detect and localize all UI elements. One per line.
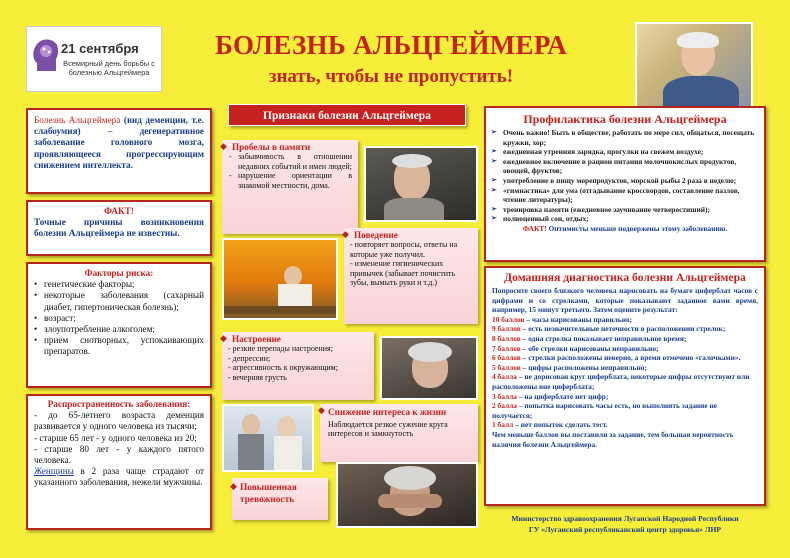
score-row: 8 баллов – одна стрелка показывает неправильное время; <box>492 333 687 343</box>
list-item: ➢ ежедневное включение в рацион питания молочнокислых продуктов, овощей, фруктов; <box>492 157 758 176</box>
behavior-item: - изменение гигиенических привычек (забывает почистить зубы, вымыть руки и т.д.) <box>350 259 456 288</box>
couple-care-photo <box>222 404 314 472</box>
score-row: 6 баллов – стрелки расположены неверно, а время отмечено «галочками». <box>492 353 741 363</box>
list-item: ➢ «гимнастика» для ума (отгадывание кроссвордов, составление пазлов, чтение литературы); <box>492 186 758 205</box>
score-row: 10 баллов – часы нарисованы правильно; <box>492 314 633 324</box>
diamond-icon: ◆ <box>220 333 227 343</box>
score-row: 3 балла – на циферблате нет цифр; <box>492 391 609 401</box>
prevalence-women: Женщины в 2 раза чаще страдают от указанного заболевания, нежели мужчины. <box>34 466 204 488</box>
home-test-title: Домашняя диагностика болезни Альцгеймера <box>504 271 746 284</box>
behavior-card <box>344 228 478 324</box>
list-item: • некоторые заболевания (сахарный диабет, гипертоническая болезнь); <box>34 290 204 312</box>
mood-item: - депрессии; <box>228 353 271 363</box>
date-text: 21 сентября <box>61 41 139 56</box>
distressed-woman-photo <box>336 462 478 528</box>
fact-card <box>26 200 212 256</box>
mood-item: - вечерняя грусть <box>228 372 287 382</box>
memory-gaps-title: Пробелы в памяти <box>232 142 311 152</box>
mood-card <box>222 332 374 400</box>
list-item: ➢ ежедневная утренняя зарядка, прогулки на свежем воздухе; <box>492 147 758 157</box>
definition-term: Болезнь Альцгеймера <box>34 115 121 125</box>
risk-factors-list <box>34 279 204 357</box>
diamond-icon: ◆ <box>230 481 237 491</box>
definition-text: (вид деменции, т.е. слабоумия) – дегенеративное заболевание головного мозга, проявляющееся прогрессирующим снижением интеллекта. <box>34 115 204 170</box>
prevalence-title: Распространенность заболевания: <box>47 399 191 409</box>
score-row: 1 балл – нет попыток сделать тест. <box>492 420 608 430</box>
diamond-icon: ◆ <box>318 405 325 415</box>
sad-woman-photo <box>380 336 478 400</box>
old-man-cane-photo <box>364 146 478 222</box>
couple-bench-photo <box>222 238 338 320</box>
list-item: ➢ употребление в пищу морепродуктов, морской рыбы 2 раза в неделю; <box>492 176 758 186</box>
risk-factors-title: Факторы риска: <box>84 268 154 278</box>
prevention-card <box>484 106 766 262</box>
head-silhouette-icon <box>31 37 59 73</box>
score-row: 2 балла – попытка нарисовать часы есть, но выполнить задание не получается; <box>492 401 718 420</box>
home-test-card <box>484 266 766 506</box>
signs-banner: Признаки болезни Альцгеймера <box>228 104 466 126</box>
score-row: 9 баллов – есть незначительные неточности в расположении стрелок; <box>492 324 726 334</box>
prevalence-item: - до 65-летнего возраста деменция развивается у одного человека из тысячи; <box>34 410 204 432</box>
prevalence-item: - старше 80 лет - у каждого пятого человека. <box>34 443 204 466</box>
score-row: 4 балла – не дорисован круг циферблата, некоторые цифры отсутствуют или расположены вне циферблата; <box>492 372 750 391</box>
diamond-icon: ◆ <box>342 229 349 239</box>
home-test-outro: Чем меньше баллов вы поставили за задание, тем большая вероятность наличия болезни Альцгеймера. <box>492 429 734 449</box>
list-item: • прием снотворных, успокаивающих препаратов. <box>34 335 204 357</box>
list-item: - нарушение ориентации в знакомой местности, дома. <box>228 171 352 190</box>
list-item: • возраст; <box>34 313 204 324</box>
page-subtitle: знать, чтобы не пропустить! <box>268 66 514 87</box>
date-badge <box>26 26 162 92</box>
behavior-item: - повторяет вопросы, ответы на которые уже получил. <box>350 240 458 259</box>
interest-title: Снижение интереса к жизни <box>328 407 447 417</box>
anxiety-card <box>232 478 328 520</box>
interest-text: Наблюдается резкое сужение круга интересов и замкнутость <box>328 419 448 438</box>
prevention-list <box>492 128 758 224</box>
list-item: ➢ полноценный сон, отдых; <box>492 214 758 224</box>
mood-title: Настроение <box>232 334 281 344</box>
prevalence-card <box>26 394 212 530</box>
mood-item: - резкие перепады настроения; <box>228 344 333 354</box>
list-item: ➢ Очень важно! Быть в обществе, работать по мере сил, общаться, посещать кружки, хор; <box>492 128 758 147</box>
risk-factors-card <box>26 262 212 388</box>
women-link: Женщины <box>34 466 74 477</box>
memory-gaps-card <box>222 140 358 234</box>
diamond-icon: ◆ <box>220 141 227 151</box>
footer-center: ГУ «Луганский республиканский центр здоровья» ЛНР <box>528 525 722 534</box>
footer-ministry: Министерство здравоохранения Луганской Народной Республики <box>511 514 739 523</box>
fact-title: ФАКТ! <box>104 206 134 216</box>
list-item: • генетические факторы; <box>34 279 204 290</box>
score-row: 7 баллов – обе стрелки нарисованы неправильно; <box>492 343 659 353</box>
memory-gaps-list <box>228 152 352 190</box>
date-caption: Всемирный день борьбы с болезнью Альцгеймера <box>63 59 155 77</box>
list-item: • злоупотребление алкоголем; <box>34 324 204 335</box>
home-test-intro: Попросите своего близкого человека нарисовать на бумаге циферблат часов с цифрами и со стрелками, которые показывают заданное вами время, например, 15 минут третьего. Затем оцените результат: <box>492 286 758 315</box>
prevention-fact: ФАКТ! Оптимисты меньше подвержены этому заболеванию. <box>522 223 728 233</box>
behavior-title: Поведение <box>354 230 398 240</box>
elderly-man-photo <box>635 22 753 108</box>
prevalence-item: - старше 65 лет - у одного человека из 20; <box>34 432 197 443</box>
score-row: 5 баллов – цифры расположены неправильно; <box>492 362 647 372</box>
definition-card <box>26 108 212 194</box>
page-title: БОЛЕЗНЬ АЛЬЦГЕЙМЕРА <box>214 30 568 60</box>
fact-text: Точные причины возникновения болезни Альцгеймера не известны. <box>34 217 204 239</box>
anxiety-title: Повышенная тревожность <box>240 483 297 505</box>
list-item: ➢ тренировка памяти (ежедневное заучивание четверостиший); <box>492 205 758 215</box>
prevention-title: Профилактика болезни Альцгеймера <box>523 112 727 126</box>
interest-card <box>320 404 478 462</box>
mood-item: - агрессивность к окружающим; <box>228 363 338 373</box>
list-item: - забывчивость в отношении недавних событий и имен людей; <box>228 152 352 171</box>
